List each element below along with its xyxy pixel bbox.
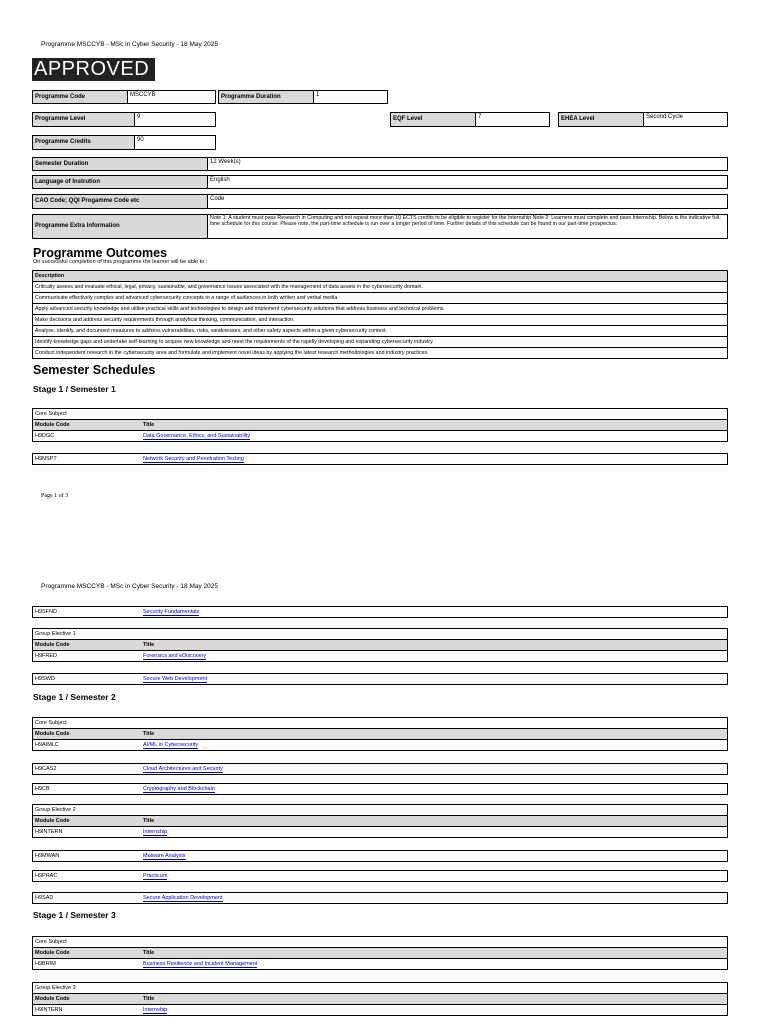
module-row-h9nspt <box>32 453 728 465</box>
module-code: H9MWAN <box>35 853 60 859</box>
module-title-link[interactable]: Secure Application Development <box>143 895 223 901</box>
group-elective3-table <box>32 982 728 1016</box>
module-row-h9mwan <box>32 850 728 862</box>
extra-info-value: Note 1: A student must pass Research in Computing and not repeat more than 10 ECTS credits to be eligible to register for the Internship Note 2: Learners must complete and pass Internship. Below is the indicative full-time schedule for this course. Please note, the part-time schedule is run over a longer period of time. Further details of this schedule can be found in our part-time prospectus. <box>207 214 728 239</box>
module-title-link[interactable]: Forensics and eDiscovery <box>143 653 207 659</box>
group-elective1-table <box>32 628 728 662</box>
group-label: Core Subject <box>35 720 67 726</box>
module-row-h9sad <box>32 892 728 904</box>
semester-duration-label: Semester Duration <box>32 157 208 171</box>
eqf-level-value: 7 <box>475 112 550 127</box>
outcome-row: Critically assess and evaluate ethical, legal, privacy, sustainable, and governance issues associated with the management of data assets in the cybersecurity domain. <box>33 282 727 293</box>
title-header: Title <box>143 818 155 824</box>
module-title-link[interactable]: Malware Analysis <box>143 853 186 859</box>
module-title-link[interactable]: Practicum <box>143 873 168 879</box>
outcome-row: Apply advanced security knowledge and utilise practical skills and technologies to design and implement cybersecurity solutions that address business and technical problems. <box>33 304 727 315</box>
page-header: Programme MSCCYB - MSc in Cyber Security - 18 May 2025 <box>41 41 218 48</box>
module-code-header: Module Code <box>35 950 70 956</box>
group-label: Core Subject <box>35 939 67 945</box>
module-title-link[interactable]: AI/ML in Cybersecurity <box>143 742 199 748</box>
module-code: H9PRAC <box>35 873 58 879</box>
module-code: H9AIMLC <box>35 742 59 748</box>
group-label: Core Subject <box>35 411 67 417</box>
module-code: H9FRED <box>35 653 58 659</box>
module-row-h9swd <box>32 673 728 685</box>
module-code: H9INTERN <box>35 829 63 835</box>
page-number: Page 1 of 3 <box>41 493 69 499</box>
module-code-header: Module Code <box>35 818 70 824</box>
title-header: Title <box>143 950 155 956</box>
module-code-header: Module Code <box>35 422 70 428</box>
group-elective2-table <box>32 804 728 838</box>
programme-code-label: Programme Code <box>32 90 128 104</box>
outcome-row: Conduct independent research in the cybersecurity area and formulate and implement novel ideas by applying the latest research methodologies and industry practices. <box>35 350 429 356</box>
programme-level-value: 9 <box>134 112 216 127</box>
title-header: Title <box>143 731 155 737</box>
semester-duration-value: 12 Week(s) <box>207 157 728 171</box>
module-code: H9DGC <box>35 433 55 439</box>
module-row-h9sfnd <box>32 606 728 618</box>
stage1-semester3-heading: Stage 1 / Semester 3 <box>33 910 116 920</box>
programme-duration-value: 1 <box>313 90 388 104</box>
programme-code-value: MSCCYB <box>127 90 216 104</box>
cao-label: CAO Code; QQI Progamme Code etc <box>32 194 208 209</box>
module-code: H9SWD <box>35 676 55 682</box>
credits-value: 90 <box>134 135 216 150</box>
core-subject-table-s1 <box>32 408 728 442</box>
stage1-semester2-heading: Stage 1 / Semester 2 <box>33 692 116 702</box>
module-code: H9NSPT <box>35 456 57 462</box>
module-code-header: Module Code <box>35 731 70 737</box>
credits-label: Programme Credits <box>32 135 135 150</box>
eqf-level-label: EQF Level <box>390 112 476 127</box>
module-code: H9INTERN <box>35 1007 63 1013</box>
module-code: H9CB <box>35 786 50 792</box>
outcomes-header: Description <box>33 271 727 282</box>
module-code: H9CAS2 <box>35 766 57 772</box>
module-title-link[interactable]: Network Security and Penetration Testing <box>143 456 244 462</box>
outcomes-table <box>32 270 728 359</box>
outcomes-title: Programme Outcomes <box>33 246 168 260</box>
ehea-level-value: Second Cycle <box>643 112 728 127</box>
outcome-row: Identify knowledge gaps and undertake self-learning to acquire new knowledge and meet the requirements of the rapidly developing and expanding cybersecurity industry. <box>33 337 727 348</box>
core-subject-table-s2 <box>32 717 728 751</box>
module-title-link[interactable]: Secure Web Development <box>143 676 208 682</box>
language-label: Language of Instrution <box>32 175 208 189</box>
status-approved: APPROVED <box>32 58 155 81</box>
page-header: Programme MSCCYB - MSc in Cyber Security - 18 May 2025 <box>41 583 218 590</box>
module-title-link[interactable]: Cryptography and Blockchain <box>143 786 215 792</box>
module-title-link[interactable]: Business Resilience and Incident Management <box>143 961 258 967</box>
module-code: H9SFND <box>35 609 58 615</box>
group-label: Group Elective 1 <box>35 631 76 637</box>
module-title-link[interactable]: Internship <box>143 829 168 835</box>
extra-info-label: Programme Extra Information <box>32 214 208 239</box>
outcome-row: Analyse, identify, and document measures to address vulnerabilities, risks, weaknesses, and other safety aspects within a given cybersecurity context. <box>33 326 727 337</box>
cao-value: Code <box>207 194 728 209</box>
ehea-level-label: EHEA Level <box>558 112 644 127</box>
title-header: Title <box>143 996 155 1002</box>
outcomes-subtitle: On successful completion of this programme the learner will be able to : <box>33 259 208 265</box>
module-title-link[interactable]: Cloud Architectures and Security <box>143 766 223 772</box>
schedules-title: Semester Schedules <box>33 363 156 377</box>
programme-level-label: Programme Level <box>32 112 135 127</box>
group-label: Group Elective 2 <box>35 807 76 813</box>
stage1-semester1-heading: Stage 1 / Semester 1 <box>33 384 116 394</box>
language-value: English <box>207 175 728 189</box>
title-header: Title <box>143 422 155 428</box>
outcome-row: Communicate effectively complex and advanced cybersecurity concepts to a range of audiences in both written and verbal media. <box>33 293 727 304</box>
module-title-link[interactable]: Internship <box>143 1007 168 1013</box>
module-row-h9prac <box>32 870 728 882</box>
core-subject-table-s3 <box>32 936 728 970</box>
module-code-header: Module Code <box>35 642 70 648</box>
module-title-link[interactable]: Data Governance, Ethics, and Sustainability <box>143 433 251 439</box>
module-row-h9cb <box>32 783 728 795</box>
module-code: H9BRIM <box>35 961 56 967</box>
title-header: Title <box>143 642 155 648</box>
group-label: Group Elective 3 <box>35 985 76 991</box>
module-title-link[interactable]: Security Fundamentals <box>143 609 200 615</box>
module-code: H9SAD <box>35 895 54 901</box>
module-code-header: Module Code <box>35 996 70 1002</box>
module-row-h9cas2 <box>32 763 728 775</box>
programme-duration-label: Programme Duration <box>218 90 314 104</box>
outcome-row: Make decisions and address security requirements through analytical thinking, communication, and interaction. <box>33 315 727 326</box>
